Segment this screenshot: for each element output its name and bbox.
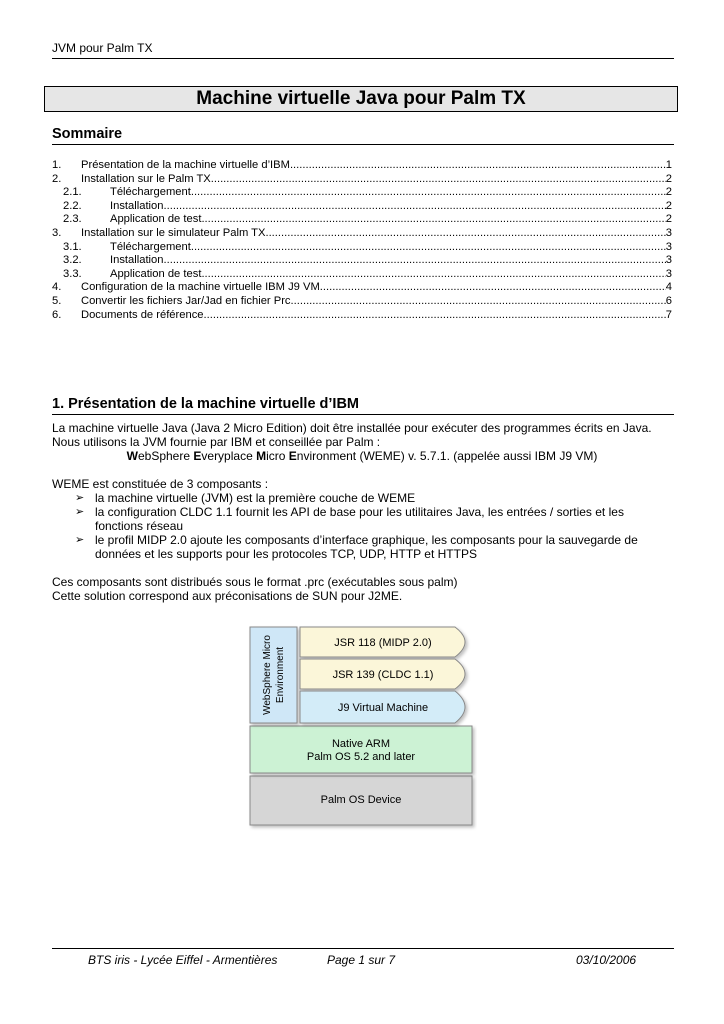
toc-entry-page: 2 [665,213,672,226]
list-item-text: la machine virtuelle (JVM) est la première couche de WEME [95,491,416,505]
section-1-heading: 1. Présentation de la machine virtuelle d’IBM [52,396,360,412]
toc-entry[interactable] [52,200,672,214]
weme-text: ebSphere [137,449,194,463]
toc-entry-title: Installation [110,254,164,267]
toc-entry-title: Configuration de la machine virtuelle IBM J9 VM [81,281,320,294]
toc-entry-page: 2 [665,199,672,212]
toc-entry[interactable] [52,159,672,173]
list-item [52,491,672,505]
websphere-side-label: WebSphere Micro [262,635,273,715]
section-1-divider [52,414,674,415]
table-of-contents [52,159,672,322]
list-item-text: la configuration CLDC 1.1 fournit les API de base pour les utilitaires Java, les entrées / sorties et les fonctions réseau [95,505,624,533]
toc-entry[interactable] [52,186,672,200]
toc-entry-title: Présentation de la machine virtuelle d’IBM [81,159,290,171]
toc-entry-page: 2 [665,186,672,199]
toc-entry-page: 3 [665,267,672,280]
j9-vm-label: J9 Virtual Machine [337,702,429,714]
toc-entry-number: 5. [52,294,62,307]
toc-entry[interactable] [52,268,672,282]
footer-school: BTS iris - Lycée Eiffel - Armentières [88,953,278,967]
header-divider [52,58,674,59]
toc-entry-number: 2.2. [63,199,82,212]
environment-side-label: Environment [275,646,286,704]
toc-entry-page: 2 [665,172,672,185]
components-list [52,491,672,561]
toc-entry-number: 2.1. [63,186,82,199]
weme-text: icro [266,449,289,463]
toc-entry-number: 3.2. [63,254,82,267]
toc-leader-dots [320,281,666,295]
toc-entry-number: 6. [52,308,62,321]
toc-entry-title: Téléchargement [110,186,191,199]
footer-date: 03/10/2006 [576,953,637,967]
footer-divider [52,948,674,949]
toc-leader-dots [191,241,666,255]
toc-entry-number: 3.3. [63,267,82,280]
list-item-text: le profil MIDP 2.0 ajoute les composants d’interface graphique, les composants pour la sauvegarde de données et les supports pour les protocoles TCP, UDP, HTTP et HTTPS [95,533,638,561]
toc-entry[interactable] [52,241,672,255]
weme-initial-w: W [126,449,138,463]
toc-entry-page: 6 [665,294,672,307]
footer-page-number: Page 1 sur 7 [327,953,396,967]
toc-leader-dots [265,227,665,241]
list-item [52,505,672,533]
weme-architecture-diagram [245,624,477,832]
toc-entry-number: 2.3. [63,213,82,226]
toc-entry-title: Installation sur le simulateur Palm TX [81,226,266,239]
toc-entry-page: 3 [665,226,672,239]
toc-entry-page: 1 [665,159,672,171]
midp-label: JSR 118 (MIDP 2.0) [334,637,432,649]
weme-text: veryplace [201,449,257,463]
arrow-bullet-icon: ➢ [75,534,85,546]
toc-entry[interactable] [52,227,672,241]
intro-line-2: Nous utilisons la JVM fournie par IBM et conseillée par Palm : [52,435,381,449]
toc-entry-number: 3.1. [63,240,82,253]
weme-initial-m: M [256,449,267,463]
toc-entry[interactable] [52,295,672,309]
toc-entry-page: 3 [665,240,672,253]
distribution-paragraph [52,575,672,603]
toc-entry-title: Convertir les fichiers Jar/Jad en fichier Prc [81,294,291,307]
intro-line-1: La machine virtuelle Java (Java 2 Micro Edition) doit être installée pour exécuter des programmes écrits en Java. [52,421,652,435]
toc-leader-dots [201,213,665,227]
toc-leader-dots [201,268,665,282]
native-arm-label: Native ARM [331,738,391,750]
toc-entry-page: 3 [665,254,672,267]
toc-entry[interactable] [52,254,672,268]
toc-entry-number: 1. [52,159,62,171]
toc-entry-title: Installation sur le Palm TX [81,172,211,185]
arrow-bullet-icon: ➢ [75,506,85,518]
toc-entry[interactable] [52,281,672,295]
toc-leader-dots [191,186,666,200]
weme-name [52,449,672,463]
toc-entry[interactable] [52,173,672,187]
toc-entry-page: 7 [665,308,672,321]
sommaire-heading: Sommaire [52,126,123,142]
toc-leader-dots [290,159,666,173]
toc-entry[interactable] [52,213,672,227]
toc-entry-page: 4 [665,281,672,294]
palm-os-version-label: Palm OS 5.2 and later [306,751,416,763]
list-item [52,533,672,561]
palm-os-device-label: Palm OS Device [320,794,402,806]
intro-paragraph [52,421,672,463]
toc-leader-dots [204,309,666,323]
toc-entry-number: 2. [52,172,62,185]
toc-entry-title: Documents de référence [81,308,204,321]
toc-entry[interactable] [52,309,672,323]
toc-leader-dots [211,173,666,187]
distribution-line-1: Ces composants sont distribués sous le format .prc (exécutables sous palm) [52,575,458,589]
toc-leader-dots [291,295,666,309]
websphere-side-box [250,627,297,723]
components-intro: WEME est constituée de 3 composants : [52,477,269,491]
toc-entry-title: Installation [110,199,164,212]
arrow-bullet-icon: ➢ [75,492,85,504]
weme-initial-e: E [288,449,297,463]
document-title: Machine virtuelle Java pour Palm TX [44,86,678,112]
weme-text: nvironment (WEME) v. 5.7.1. (appelée aussi IBM J9 VM) [296,449,598,463]
cldc-label: JSR 139 (CLDC 1.1) [332,669,434,681]
toc-entry-title: Téléchargement [110,240,191,253]
sommaire-divider [52,144,674,145]
toc-entry-number: 4. [52,281,62,294]
toc-entry-title: Application de test [110,213,202,226]
toc-entry-title: Application de test [110,267,202,280]
toc-leader-dots [164,200,666,214]
distribution-line-2: Cette solution correspond aux préconisations de SUN pour J2ME. [52,589,403,603]
toc-entry-number: 3. [52,226,62,239]
weme-initial-e: E [193,449,202,463]
page-header: JVM pour Palm TX [52,41,153,55]
toc-leader-dots [164,254,666,268]
